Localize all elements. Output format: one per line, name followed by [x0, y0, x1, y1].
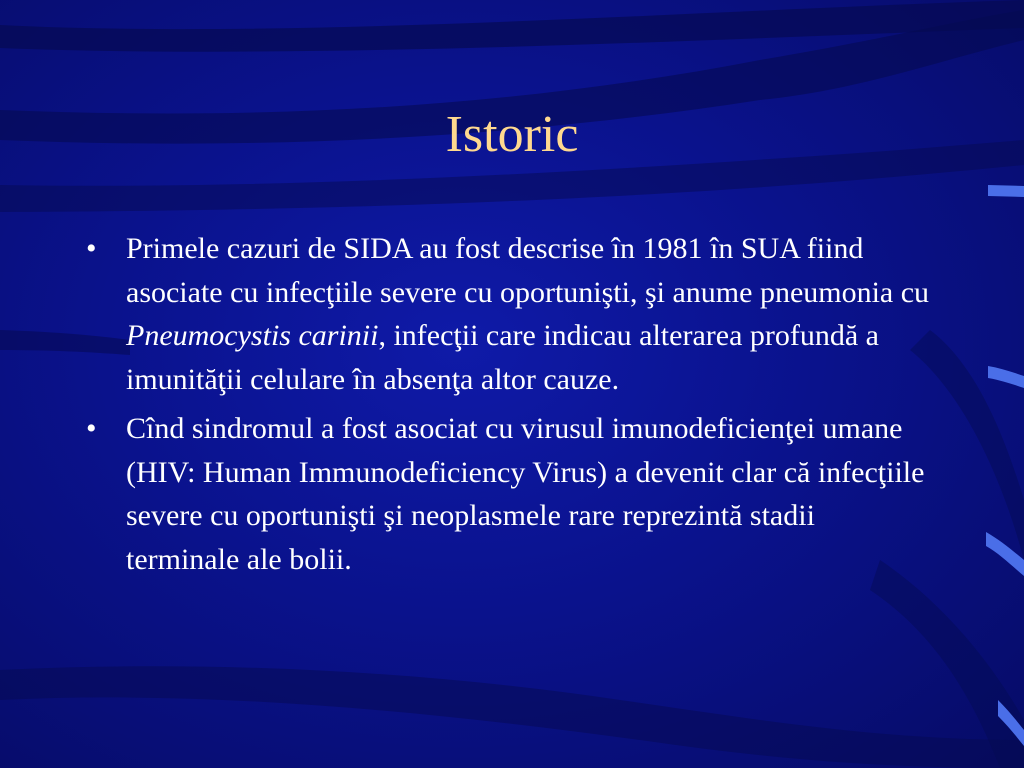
- slide-title: Istoric: [445, 106, 579, 163]
- accent-stripe: [988, 366, 1024, 388]
- bullet-text-part: Primele cazuri de SIDA au fost descrise în 1981 în SUA fiind asociate cu infecţiile severe cu oportunişti, şi anume pneumonia cu: [126, 232, 930, 309]
- bullet-text-part: , infecţii care indicau alterarea profundă a imunităţii celulare în absenţa altor cauze.: [126, 319, 879, 396]
- accent-stripe: [988, 185, 1024, 197]
- bullet-item: [84, 407, 934, 581]
- swoosh-band: [0, 666, 1024, 768]
- bullet-text-italic: Pneumocystis carinii: [126, 319, 379, 352]
- bullet-text: [126, 232, 929, 396]
- bullet-marker: •: [86, 232, 97, 265]
- bullet-item: [84, 227, 934, 401]
- bullet-text: Cînd sindromul a fost asociat cu virusul imunodeficienţei umane (HIV: Human Immunodeficiency Virus) a devenit clar că infecţiile severe cu oportunişti şi neoplasmele rare reprezintă stadii terminale ale bolii.: [126, 412, 925, 576]
- bullet-list: [84, 227, 934, 587]
- bullet-marker: •: [86, 412, 97, 445]
